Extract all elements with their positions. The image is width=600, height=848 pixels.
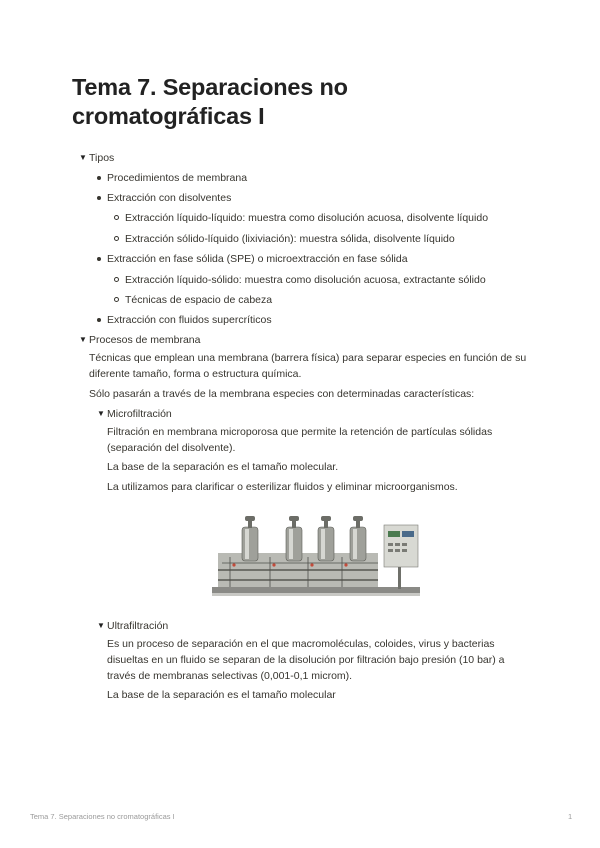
- bullet-icon: [97, 257, 101, 261]
- list-item: Extracción sólido-líquido (lixiviación): muestra sólida, disolvente líquido: [125, 233, 455, 245]
- page-title-line-1: Tema 7. Separaciones no: [72, 74, 348, 100]
- footer-doc-title: Tema 7. Separaciones no cromatográficas I: [30, 812, 175, 821]
- procesos-intro-paragraph: Técnicas que emplean una membrana (barrera física) para separar especies en función de su diferente tamaño, forma o estructura química.: [89, 352, 527, 380]
- toggle-triangle-icon[interactable]: ▼: [79, 335, 87, 344]
- micro-paragraph-3: La utilizamos para clarificar o esterilizar fluidos y eliminar microorganismos.: [107, 481, 458, 493]
- toggle-micro-label[interactable]: Microfiltración: [107, 408, 172, 420]
- ultra-paragraph-2: La base de la separación es el tamaño molecular: [107, 689, 336, 701]
- bullet-icon: [97, 318, 101, 322]
- toggle-tipos-label[interactable]: Tipos: [89, 152, 115, 164]
- circle-bullet-icon: [114, 236, 119, 241]
- list-item: Técnicas de espacio de cabeza: [125, 294, 273, 306]
- bullet-icon: [97, 196, 101, 200]
- footer-page-number: 1: [568, 812, 573, 821]
- list-item: Extracción con disolventes: [107, 192, 232, 204]
- procesos-intro-2: Sólo pasarán a través de la membrana especies con determinadas características:: [89, 388, 475, 400]
- list-item: Extracción en fase sólida (SPE) o microextracción en fase sólida: [107, 253, 408, 265]
- page-title: [72, 73, 532, 131]
- circle-bullet-icon: [114, 297, 119, 302]
- micro-paragraph-1: Filtración en membrana microporosa que permite la retención de partículas sólidas (separación del disolvente).: [107, 426, 493, 454]
- list-item: Extracción con fluidos supercríticos: [107, 314, 272, 326]
- micro-paragraph-2: La base de la separación es el tamaño molecular.: [107, 461, 339, 473]
- toggle-ultra-label[interactable]: Ultrafiltración: [107, 620, 169, 632]
- microfiltration-equipment-image: [212, 513, 420, 600]
- circle-bullet-icon: [114, 277, 119, 282]
- list-item: Extracción líquido-líquido: muestra como disolución acuosa, disolvente líquido: [125, 212, 489, 224]
- toggle-triangle-icon[interactable]: ▼: [79, 153, 87, 162]
- ultra-paragraph-1: Es un proceso de separación en el que macromoléculas, coloides, virus y bacterias disueltas en un fluido se separan de la disolución por filtración bajo presión (10 bar) a través de membranas selectivas (0,001-0,1 microm).: [107, 638, 505, 682]
- bullet-icon: [97, 176, 101, 180]
- page-title-line-2: cromatográficas I: [72, 103, 265, 129]
- toggle-triangle-icon[interactable]: ▼: [97, 621, 105, 630]
- list-item: Procedimientos de membrana: [107, 172, 248, 184]
- list-item: Extracción líquido-sólido: muestra como disolución acuosa, extractante sólido: [125, 274, 486, 286]
- circle-bullet-icon: [114, 215, 119, 220]
- toggle-triangle-icon[interactable]: ▼: [97, 409, 105, 418]
- toggle-procesos-label[interactable]: Procesos de membrana: [89, 334, 201, 346]
